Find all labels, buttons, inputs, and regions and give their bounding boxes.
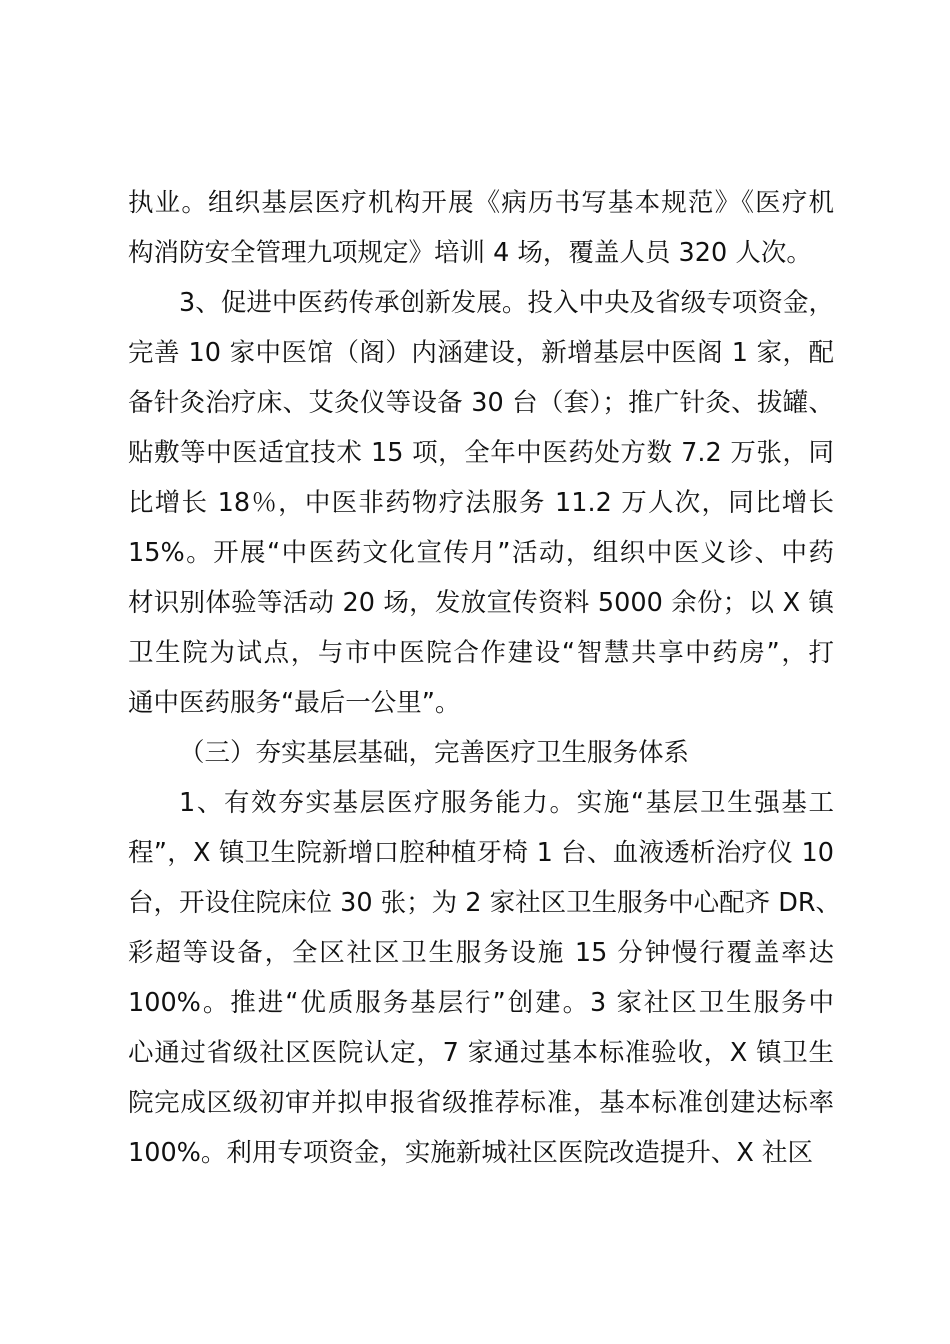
paragraph (128, 778, 842, 1178)
text-line: 完善 10 家中医馆（阁）内涵建设，新增基层中医阁 1 家，配 (128, 338, 834, 368)
text-line: （三）夯实基层基础，完善医疗卫生服务体系 (179, 738, 690, 768)
document-body (128, 178, 842, 1178)
text-line: 台，开设住院床位 30 张；为 2 家社区卫生服务中心配齐 DR、 (128, 888, 842, 918)
paragraph (128, 178, 834, 278)
paragraph (128, 278, 834, 728)
text-line: 彩超等设备，全区社区卫生服务设施 15 分钟慢行覆盖率达 (128, 938, 834, 968)
text-line: 100%。推进“优质服务基层行”创建。3 家社区卫生服务中 (128, 988, 834, 1018)
text-line: 材识别体验等活动 20 场，发放宣传资料 5000 余份；以 X 镇 (128, 588, 834, 618)
text-line: 通中医药服务“最后一公里”。 (128, 688, 461, 718)
text-line: 执业。组织基层医疗机构开展《病历书写基本规范》《医疗机 (128, 188, 834, 218)
text-line: 程”，X 镇卫生院新增口腔种植牙椅 1 台、血液透析治疗仪 10 (128, 838, 834, 868)
text-line: 卫生院为试点，与市中医院合作建设“智慧共享中药房”，打 (128, 638, 834, 668)
text-line: 3、促进中医药传承创新发展。投入中央及省级专项资金， (179, 288, 834, 318)
section-heading (128, 728, 834, 778)
text-line: 备针灸治疗床、艾灸仪等设备 30 台（套）；推广针灸、拔罐、 (128, 388, 834, 418)
text-line: 1、有效夯实基层医疗服务能力。实施“基层卫生强基工 (179, 788, 834, 818)
text-line: 构消防安全管理九项规定》培训 4 场，覆盖人员 320 人次。 (128, 238, 812, 268)
text-line: 比增长 18％，中医非药物疗法服务 11.2 万人次，同比增长 (128, 488, 834, 518)
text-line: 100%。利用专项资金，实施新城社区医院改造提升、X 社区 (128, 1138, 813, 1168)
text-line: 院完成区级初审并拟申报省级推荐标准，基本标准创建达标率 (128, 1088, 834, 1118)
text-line: 15%。开展“中医药文化宣传月”活动，组织中医义诊、中药 (128, 538, 834, 568)
text-line: 心通过省级社区医院认定，7 家通过基本标准验收，X 镇卫生 (128, 1038, 834, 1068)
text-line: 贴敷等中医适宜技术 15 项，全年中医药处方数 7.2 万张，同 (128, 438, 834, 468)
